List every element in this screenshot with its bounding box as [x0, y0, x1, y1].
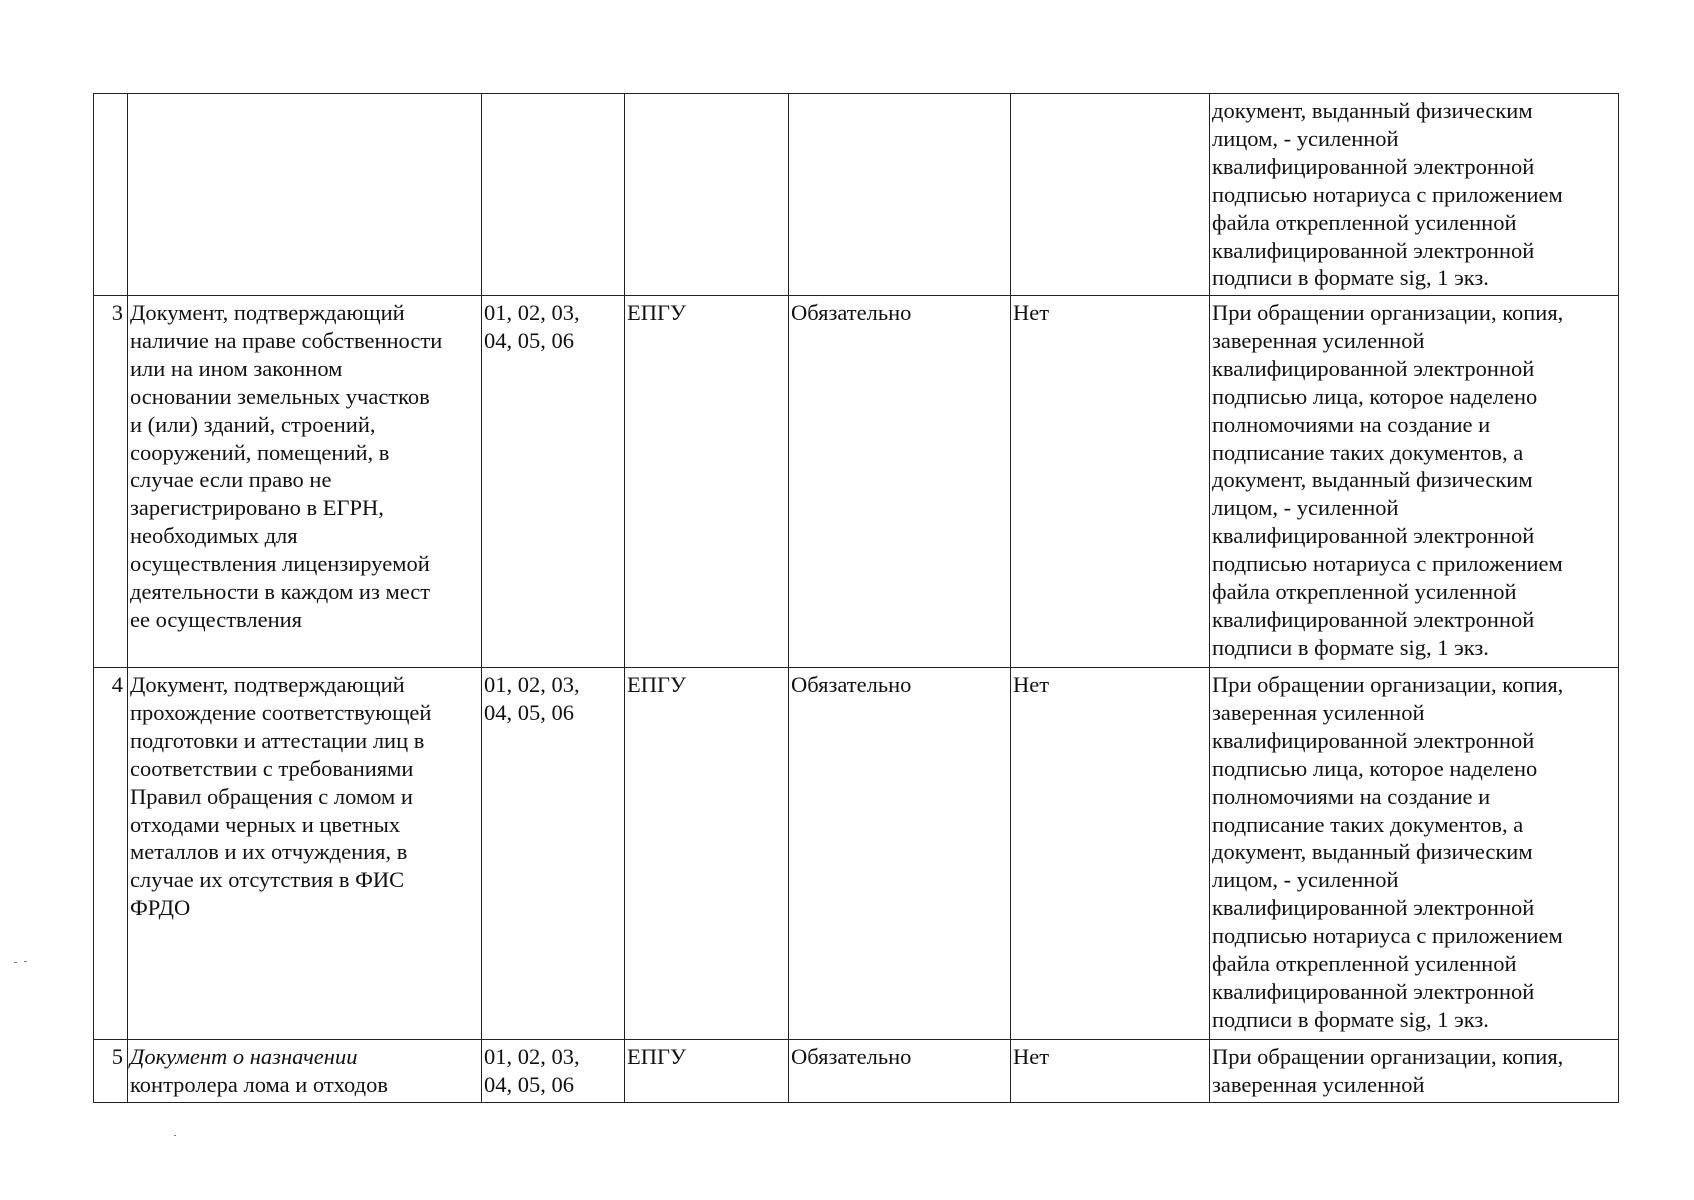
requirement-status: Обязательно: [789, 1040, 1011, 1103]
document-description: [128, 1040, 482, 1103]
description-rest-part: контролера лома и отходов: [130, 1071, 388, 1097]
submission-note: документ, выданный физическим лицом, - усиленной квалифицированной электронной подписью нотариуса с приложением файла открепленной усиленной квалифицированной электронной подписи в формате sig, 1 экз.: [1210, 94, 1619, 296]
requirements-table: [93, 93, 1619, 1103]
row-number: 3: [94, 296, 128, 668]
requirement-status: Обязательно: [789, 296, 1011, 668]
row-number: 4: [94, 668, 128, 1040]
table-row: [94, 296, 1619, 668]
requirement-status: [789, 94, 1011, 296]
activity-codes: 01, 02, 03, 04, 05, 06: [482, 1040, 625, 1103]
answer-value: Нет: [1011, 668, 1210, 1040]
row-number: [94, 94, 128, 296]
submission-channel: ЕПГУ: [625, 668, 789, 1040]
document-description: Документ, подтверждающий прохождение соответствующей подготовки и аттестации лиц в соответствии с требованиями Правил обращения с ломом и отходами черных и цветных металлов и их отчуждения, в случае их отсутствия в ФИС ФРДО: [128, 668, 482, 1040]
submission-channel: ЕПГУ: [625, 1040, 789, 1103]
table-row: [94, 668, 1619, 1040]
answer-value: Нет: [1011, 296, 1210, 668]
table-row: [94, 1040, 1619, 1103]
submission-channel: ЕПГУ: [625, 296, 789, 668]
row-number: 5: [94, 1040, 128, 1103]
submission-note: При обращении организации, копия, заверенная усиленной квалифицированной электронной подписью лица, которое наделено полномочиями на создание и подписание таких документов, а документ, выданный физическим лицом, - усиленной квалифицированной электронной подписью нотариуса с приложением файла открепленной усиленной квалифицированной электронной подписи в формате sig, 1 экз.: [1210, 296, 1619, 668]
requirement-status: Обязательно: [789, 668, 1011, 1040]
scan-speck: [14, 962, 17, 963]
answer-value: [1011, 94, 1210, 296]
description-italic-part: Документ о назначении: [130, 1044, 358, 1069]
document-description: Документ, подтверждающий наличие на праве собственности или на ином законном основании земельных участков и (или) зданий, строений, сооружений, помещений, в случае если право не зарегистрировано в ЕГРН, необходимых для осуществления лицензируемой деятельности в каждом из мест ее осуществления: [128, 296, 482, 668]
document-description: [128, 94, 482, 296]
submission-note: При обращении организации, копия, заверенная усиленной: [1210, 1040, 1619, 1103]
scan-speck: [24, 961, 27, 962]
activity-codes: 01, 02, 03, 04, 05, 06: [482, 296, 625, 668]
submission-note: При обращении организации, копия, заверенная усиленной квалифицированной электронной подписью лица, которое наделено полномочиями на создание и подписание таких документов, а документ, выданный физическим лицом, - усиленной квалифицированной электронной подписью нотариуса с приложением файла открепленной усиленной квалифицированной электронной подписи в формате sig, 1 экз.: [1210, 668, 1619, 1040]
scan-speck: [174, 1135, 176, 1136]
activity-codes: [482, 94, 625, 296]
answer-value: Нет: [1011, 1040, 1210, 1103]
activity-codes: 01, 02, 03, 04, 05, 06: [482, 668, 625, 1040]
table-row: [94, 94, 1619, 296]
submission-channel: [625, 94, 789, 296]
